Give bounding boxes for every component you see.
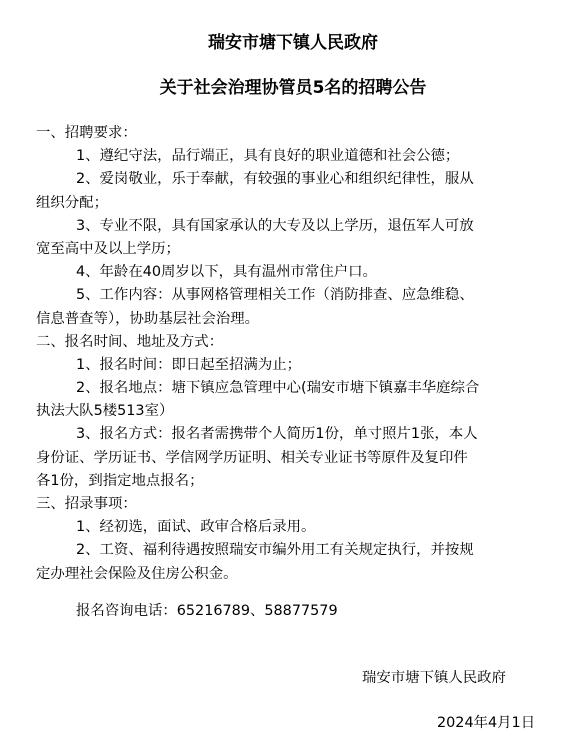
issuer-title: 瑞安市塘下镇人民政府 [208, 33, 378, 53]
body-line: 身份证、学历证书、学信网学历证明、相关专业证书等原件及复印件 [36, 449, 468, 466]
issue-date: 2024年4月1日 [437, 715, 536, 731]
section-heading: 三、招录事项： [36, 496, 137, 512]
signature-org: 瑞安市塘下镇人民政府 [362, 670, 506, 686]
notice-title: 关于社会治理协管员5名的招聘公告 [159, 78, 427, 98]
body-line: 3、报名方式：报名者需携带个人简历1份，单寸照片1张，本人 [76, 426, 478, 443]
contact-phone: 报名咨询电话：65216789、58877579 [76, 603, 338, 619]
body-line: 3、专业不限，具有国家承认的大专及以上学历，退伍军人可放 [76, 217, 474, 234]
section-heading: 一、招聘要求： [36, 125, 137, 141]
body-line: 2、爱岗敬业，乐于奉献，有较强的事业心和组织纪律性，服从 [76, 171, 474, 188]
body-line: 宽至高中及以上学历； [36, 240, 180, 257]
body-line: 1、经初选，面试、政审合格后录用。 [76, 519, 316, 536]
body-line: 5、工作内容：从事网格管理相关工作（消防排查、应急维稳、 [76, 287, 474, 304]
body-line: 2、报名地点：塘下镇应急管理中心(瑞安市塘下镇嘉丰华庭综合 [76, 380, 480, 397]
body-line: 信息普查等），协助基层社会治理。 [36, 310, 260, 327]
body-line: 1、报名时间：即日起至招满为止； [76, 356, 302, 373]
body-line: 组织分配； [36, 194, 108, 211]
body-line: 2、工资、福利待遇按照瑞安市编外用工有关规定执行，并按规 [76, 542, 474, 559]
body-line: 各1份，到指定地点报名； [36, 472, 204, 489]
body-line: 1、遵纪守法，品行端正，具有良好的职业道德和社会公德； [76, 148, 460, 165]
body-line: 定办理社会保险及住房公积金。 [36, 565, 238, 582]
section-heading: 二、报名时间、地址及方式： [36, 333, 224, 350]
body-line: 4、年龄在40周岁以下，具有温州市常住户口。 [76, 264, 377, 281]
body-line: 执法大队5楼513室） [36, 403, 174, 420]
notice-body [36, 122, 552, 586]
